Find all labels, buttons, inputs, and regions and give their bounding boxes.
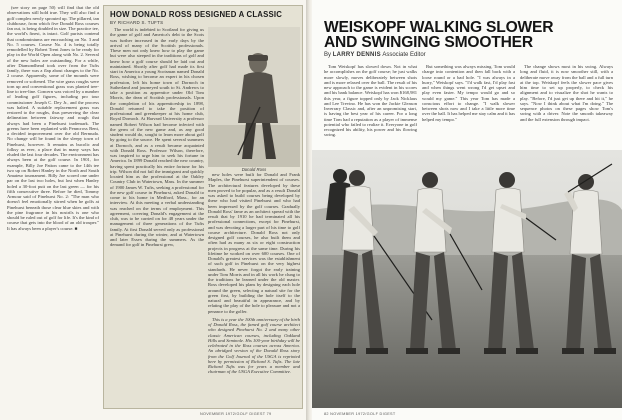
photo-caption: Donald Ross [241, 167, 267, 172]
body-text: But something was always missing. Tom would charge into contention and then fall back with a loose round or a bad hole. "I was always in a hurry," Weiskopf says. "I'd walk fast, I'd play fast and when things went wrong I'd get upset and play even faster. My tempo would go and so would my game." This year Tom has made a conscious effort to change. "I walk slower between shots now and I take a little more time over the ball. It has helped me stay calm and it has helped my tempo." [422, 64, 515, 122]
left-page-folio: NOVEMBER 1972/GOLF DIGEST 79 [200, 412, 272, 416]
article-byline [324, 52, 426, 58]
sidebar-byline: BY RICHARD S. TUFTS [110, 20, 164, 25]
right-page [312, 0, 622, 420]
article-continuation-column [7, 5, 99, 409]
article-column-3 [520, 64, 613, 162]
article-column-1 [324, 64, 417, 162]
body-text: new holes were built for Donald and Frank Maples, the Pinehurst superintendent of courses. The architectural features developed by these men proved to be popular, and as a result Donald was asked to build courses being developed by these who had visited Pinehurst and who had been impressed by the golf courses. Gradually Donald Ross' fame as an architect spread with the result that by 1910 he had terminated all his professional connections, except for Pinehurst, and was devoting a larger part of his time to golf course architecture. Donald Ross not only designed golf courses, he also built them and often had as many as six or eight construction projects in progress at the same time. During his lifetime he worked on over 600 courses. One of Donald's greatest services was the establishment of such golf in Pinehurst on the very highest standards. He never forgot the early training under Tom Morris and in all his work he clung to the traditions he learned under the old master. Ross developed his plans by designing each hole around the green, selecting a natural site for the green first, by building the hole itself to the natural and beautiful in appearance, and by relating the play of the hole to pleasure and not a penance to the golfer. [208, 172, 300, 314]
donald-ross-photo [208, 27, 300, 167]
swing-sequence-image [312, 150, 622, 408]
byline-author: LARRY DENNIS [332, 52, 381, 58]
golfer-photo-image [208, 27, 300, 167]
article-column-2 [422, 64, 515, 162]
headline-line-1: WEISKOPF WALKING SLOWER [324, 19, 554, 36]
byline-prefix: By [324, 52, 332, 58]
headline-line-2: AND SWINGING SMOOTHER [324, 34, 533, 51]
body-text: Tom Weiskopf has slowed down. Not in what he accomplishes on the golf course; he just walks more slowly, moves deliberately between shots and is more relaxed over the ball. The result of his new approach to the game is evident in his scores and his bank balance. Weiskopf has won $168,981 this year, a figure topped only by Jack Nicklaus and Lee Trevino. He has won the Jackie Gleason Inverrary Classic and, after an unpromising start, is having the best year of his career. For a long time Tom had a reputation as a player of immense potential who failed to realize it. Everyone in golf recognized his ability, his power and his flowing swing. [324, 64, 417, 138]
ross-sidebar [103, 5, 303, 409]
sidebar-title: HOW DONALD ROSS DESIGNED A CLASSIC [110, 10, 283, 19]
body-text: (see story on page 50) will find that the old observations still hold true. They will also find a golf complex newly sprouted up. The pillared, tan clubhouse, from which five Donald Ross courses fan out, is being doubled in size. The practice tee, the world's finest, is intact. Golf purists contend that condominiums are encroaching on No. 3 and No. 5 courses. Course No. 4 is being totally remodelled by Robert Trent Jones to be ready for play in the World Open along with No. 2. Several of the new holes are outstanding. For a while, after Diamondhead took over from the Tufts family, there was a flap about changes to the No. 2 course. Apparently, some of the mounds were removed or softened. The wire grass roughs were torn up and conventional grass was planted tree-line to tree-line. Concern was voiced by a number of leading golf figures, including pro tour commissioner Joseph C. Dey Jr., and the process was halted. A suitable replacement grass was restored to the roughs, thus preserving the clear delineation between fairway and rough that always had been a Pinehurst trademark. The greens have been replanted with Penncross Bent, a decided improvement over the old Bermuda. No change will be found in the sleepy town of Pinehurst, however. It remains as bucolic and folksy as ever, a place that in many ways has eluded the last four decades. The environment has always been at the golf course. In 1901, for example, Billy Joe Patton came to the 14th tee two up on Robert Hanley in the North and South Amateur tournament. Billy Joe scored one under par on the last two holes, but lost when Hanley holed a 30-foot putt on the last green — for his fifth consecutive three. Before he died, Tommy Armour said of Pinehurst No. 2: "The man who doesn't feel emotionally stirred when he golfs at Pinehurst beneath those clear blue skies and with the pine fragrance in his nostrils is one who should be ruled out of golf for life. It's the kind of course that gets into the blood of an old trouper." It has always been a player's course. ■ [7, 5, 99, 231]
right-page-folio: 82 NOVEMBER 1972/GOLF DIGEST [324, 412, 396, 416]
body-text: The world is indebted to Scotland for giving us the game of golf and America's debt to the Scots was further increased in the early days by the arrival of many of the Scottish professionals. These men not only knew how to play the game but were also steeped in the traditions of golf and knew how a golf course should be laid out and maintained. Shortly after golf had made its first start in America a young Scotsman named Donald Ross, wishing to become an expert in his chosen profession, left his home town of Dornoch in Sutherland and journeyed south to St. Andrews to take a position as apprentice under Old Tom Morris, the dean of Scottish professionals. Upon the completion of his apprenticeship in 1898, Donald returned to take the position of professional and greenkeeper at his home club, Royal Dornoch. At Harvard University a professor named Robert Wilson had become infected with the germ of the new game and, as any good student would do, sought to learn more about golf by going to the source. He spent several summers at Dornoch, and as a result became acquainted with Donald Ross. Professor Wilson, therefore, was inspired to urge him to seek his fortune in America. In 1899 Donald reached the new country, having spent practically his entire fortune for his trip. Wilson did not fail the immigrant and quickly located him as the professional at the Oakley Country Club in Watertown, Mass. In the summer of 1900 James W. Tufts, seeking a professional for the new golf course in Pinehurst, asked Donald to come to his home in Medford, Mass., for an interview. At this meeting a verbal understanding was reached on the terms of employment. This agreement, covering Donald's engagement at the club, was to be carried on for 48 years under the management of three generations of the Tufts family. At first Donald served only as professional at Pinehurst during the winter, and at Watertown and later Essex during the summers. As the demand for golf in Pinehurst grew, [110, 27, 204, 248]
sidebar-column-a [110, 27, 204, 407]
body-text: This is a year the 100th anniversary of the birth of Donald Ross, the famed golf course architect who designed Pinehurst No. 2 and many other classic American courses, including Oakland Hills and Seminole. His 100-year birthday will be celebrated in the Ross courses across America. An abridged version of the Donald Ross story from the Golf Journal of the USGA is reprinted here by permission of Richard S. Tufts. The late Richard Tufts was for years a member and chairman of the USGA Executive Committee. [208, 316, 300, 375]
left-page [0, 0, 306, 420]
sidebar-column-b [208, 172, 300, 407]
swing-sequence-photo [312, 150, 622, 408]
body-text: The change shows most in his swing. Always long and fluid, it is now smoother still, with a deliberate move away from the ball and a full turn at the top. Weiskopf feels the slower pace gives him time to set up properly, to check his alignment and to visualize the shot he wants to play. "Before, I'd just get up there and hit it," he says. "Now I think about what I'm doing." The sequence photos on these pages show Tom's swing with a driver. Note the smooth takeaway and the full extension through impact. [520, 64, 613, 122]
article-headline [324, 20, 619, 50]
byline-title: Associate Editor [382, 52, 426, 58]
